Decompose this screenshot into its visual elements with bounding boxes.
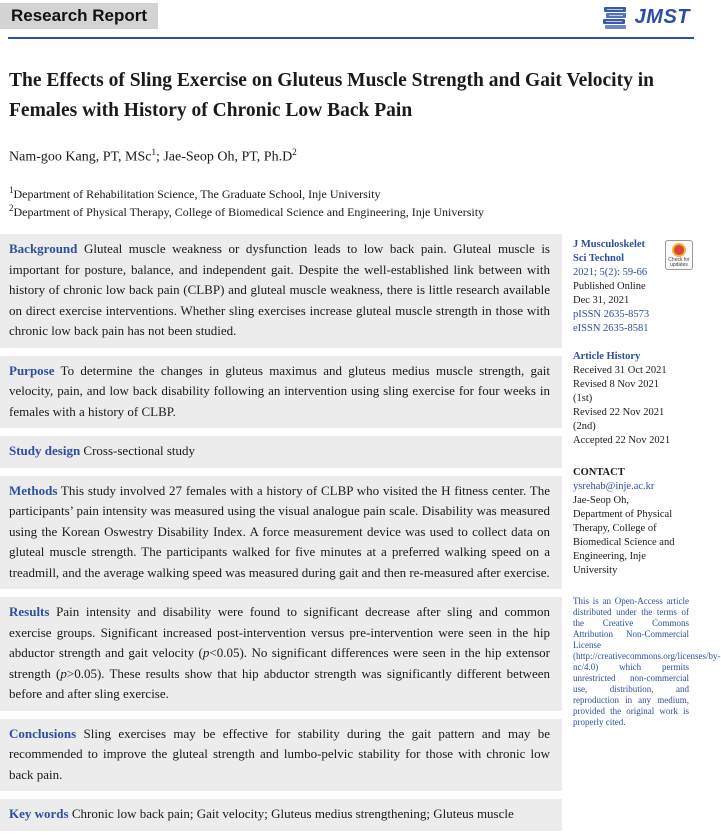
abstract-study-design (0, 436, 562, 468)
abstract-results (0, 597, 562, 711)
section-label: Study design (9, 443, 81, 458)
abstract (0, 234, 562, 839)
author-separator: ; (155, 149, 164, 165)
history-item: Accepted 22 Nov 2021 (573, 435, 671, 446)
section-label: Conclusions (9, 725, 77, 741)
contact-label: CONTACT (573, 467, 625, 478)
contact-line: Biomedical Science and (573, 537, 675, 548)
history-item: Revised 22 Nov 2021 (573, 407, 665, 418)
contact-line: Department of Physical (573, 509, 673, 520)
section-text: Sling exercises may be effective for stability during the gait pattern and may be recommended to improve the gluteal strength and lumbo-pelvic stability for those with chronic low back pain. (9, 725, 550, 782)
published-label: Published Online (573, 281, 646, 292)
published-date: Dec 31, 2021 (573, 295, 630, 306)
author-affil-sup: 2 (292, 147, 297, 157)
author-name: Nam-goo Kang, PT, MSc (9, 149, 152, 165)
journal-logo-text: JMST (634, 5, 690, 28)
books-icon (601, 3, 629, 31)
contact-email[interactable]: ysrehab@inje.ac.kr (573, 481, 655, 492)
abstract-keywords (0, 799, 562, 831)
abstract-purpose (0, 356, 562, 429)
history-item: Revised 8 Nov 2021 (573, 379, 660, 390)
article-type-tab: Research Report (0, 3, 158, 29)
abstract-conclusions (0, 719, 562, 792)
p-value-symbol: p (202, 645, 210, 660)
history-item: (2nd) (573, 421, 596, 432)
section-text: Gluteal muscle weakness or dysfunction leads to low back pain. Gluteal muscle is important for posture, balance, and independent gait. Despite the well-established link between with history of chronic low back pain (CLBP) and gluteal muscle weakness, there is little research available on direct exercise interventions. Whether sling exercises increase gluteal muscle strength in those with chronic low back pain has not been studied. (9, 241, 550, 338)
author-affil-sup: 1 (151, 147, 156, 157)
history-item: Received 31 Oct 2021 (573, 365, 667, 376)
section-text: >0.05). These results show that hip abductor strength was significantly different between before and after sling exercise. (9, 665, 550, 701)
pissn: pISSN 2635-8573 (573, 309, 650, 320)
crossmark-label: Check for updates (668, 256, 690, 268)
abstract-background (0, 234, 562, 348)
affiliation-text: Department of Physical Therapy, College of Biomedical Science and Engineering, Inje University (13, 205, 485, 219)
affiliation-sup: 2 (9, 203, 14, 213)
section-text: <0.05). No significant differences were seen in the hip extensor strength ( (9, 645, 550, 681)
affiliation-text: Department of Rehabilitation Science, The Graduate School, Inje University (13, 187, 381, 201)
affiliation (9, 185, 381, 202)
section-text: Pain intensity and disability were found to significant decrease after sling and common exercise groups. Significant increased post-intervention versus pre-intervention were seen in the hip abductor strength and gait velocity ( (9, 604, 550, 660)
header-rule (8, 37, 694, 39)
section-text: Cross-sectional study (80, 443, 195, 458)
contact-line: Jae-Seop Oh, (573, 495, 629, 506)
p-value-symbol: p (60, 665, 67, 681)
section-text: Chronic low back pain; Gait velocity; Gluteus medius strengthening; Gluteus muscle (68, 806, 514, 821)
author-name: Jae-Seop Oh, PT, Ph.D (163, 149, 293, 165)
contact-line: University (573, 565, 618, 576)
contact-line: Engineering, Inje (573, 551, 646, 562)
page-header (0, 0, 702, 40)
affiliation-sup: 1 (9, 185, 14, 195)
history-label: Article History (573, 351, 641, 362)
volume-info: 2021; 5(2): 59-66 (573, 267, 648, 278)
contact-line: Therapy, College of (573, 523, 657, 534)
author-list (9, 147, 297, 166)
section-label: Results (9, 604, 50, 619)
abstract-methods (0, 476, 562, 590)
section-text: To determine the changes in gluteus maximus and gluteus medius muscle strength, gait velocity, pain, and low back disability following an intervention using sling exercise for four weeks in females with a history of CLBP. (9, 362, 550, 419)
article-sidebar (573, 238, 721, 728)
article-title: The Effects of Sling Exercise on Gluteus Muscle Strength and Gait Velocity in Females with History of Chronic Low Back Pain (9, 70, 654, 121)
affiliation (9, 203, 484, 220)
section-label: Methods (9, 482, 58, 498)
journal-name: J Musculoskelet Sci Technol (573, 239, 646, 264)
section-label: Key words (9, 806, 69, 821)
license-text: This is an Open-Access article distributed under the terms of the Creative Commons Attribution Non-Commercial License (http://creativecommons.org/licenses/by-nc/4.0) which permits unrestricted non-commercial use, distribution, and reproduction in any medium, provided the original work is properly cited. (573, 596, 721, 727)
section-label: Background (9, 241, 78, 256)
section-text: This study involved 27 females with a history of CLBP who visited the H fitness center. The participants’ pain intensity was measured using the visual analogue pain scale. Disability was measured using the Korean Oswestry Disability Index. A force measurement device was used to collect data on gluteal muscle strength. The participants walked for five minutes at a preferred walking speed on a treadmill, and the average walking speed was measured during gait and then re-measured after exercise. (9, 482, 550, 580)
eissn: eISSN 2635-8581 (573, 323, 649, 334)
journal-logo (601, 2, 690, 32)
section-label: Purpose (9, 362, 55, 378)
history-item: (1st) (573, 393, 593, 404)
